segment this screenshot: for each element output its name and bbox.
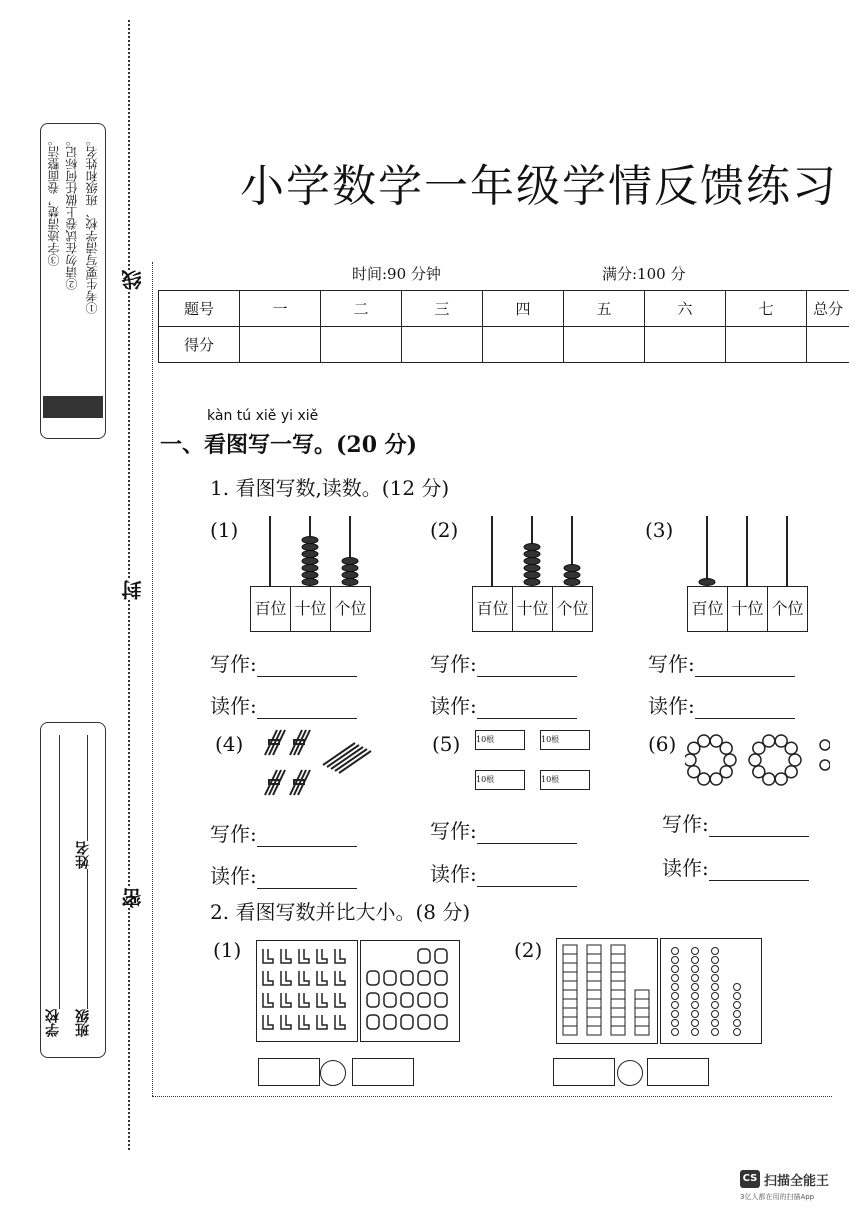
write-field-5: [430, 815, 577, 844]
abacus-bead: [524, 565, 540, 572]
bead-icon: [712, 1002, 719, 1009]
place-hundreds: 百位: [688, 587, 728, 631]
read-field-1: [210, 690, 357, 719]
place-tens: 十位: [291, 587, 331, 631]
bag-icon: [435, 971, 447, 985]
ring-bead: [749, 754, 761, 766]
read-field-5: [430, 858, 577, 887]
answer-line[interactable]: [477, 698, 577, 719]
score-table-score-row: [159, 327, 850, 363]
bead-icon: [692, 966, 699, 973]
read-field-2: [430, 690, 577, 719]
cube-icon: [611, 1026, 625, 1035]
write-field-2: [430, 648, 577, 677]
abacus-bead: [524, 572, 540, 579]
ring-bead: [820, 740, 830, 750]
abacus-bead: [342, 558, 358, 565]
cube-icon: [563, 954, 577, 963]
sock-icon: [299, 971, 309, 985]
answer-line[interactable]: [695, 656, 795, 677]
abacus-bead: [699, 579, 715, 586]
bead-icon: [672, 993, 679, 1000]
read-label: 读作:: [210, 694, 257, 718]
bead-icon: [672, 1002, 679, 1009]
score-table: [158, 290, 849, 363]
bead-icon: [712, 975, 719, 982]
sock-icon: [317, 971, 327, 985]
q2-title: 2. 看图写数并比大小。(8 分): [210, 900, 471, 924]
ten-stick-boxes: [475, 730, 595, 800]
cube-icon: [563, 1017, 577, 1026]
abacus-bead: [302, 558, 318, 565]
cube-icon: [587, 972, 601, 981]
beads-illustration: [661, 939, 761, 1043]
item-label-4: (4): [215, 732, 244, 756]
answer-line[interactable]: [709, 816, 809, 837]
abacus-rods: [687, 512, 809, 586]
bead-icon: [672, 1020, 679, 1027]
place-value-chart: [250, 586, 371, 632]
compare-right-box[interactable]: [352, 1058, 414, 1086]
scanner-brand: 扫描全能王: [764, 1174, 830, 1189]
bead-icon: [672, 966, 679, 973]
place-hundreds: 百位: [473, 587, 513, 631]
sock-icon: [281, 971, 291, 985]
score-header-cell: 六: [645, 291, 726, 327]
cube-icon: [563, 1008, 577, 1017]
bead-icon: [734, 1011, 741, 1018]
answer-line[interactable]: [257, 826, 357, 847]
abacus-bead: [342, 579, 358, 586]
bag-icon: [384, 993, 396, 1007]
q1-title: 1. 看图写数,读数。(12 分): [210, 476, 450, 500]
cube-icon: [587, 945, 601, 954]
score-header-cell: 二: [321, 291, 402, 327]
stick-box: [540, 730, 590, 750]
place-hundreds: 百位: [251, 587, 291, 631]
stick-box: [475, 770, 525, 790]
read-field-6: [662, 852, 809, 881]
bead-icon: [712, 984, 719, 991]
beads-picture-box: [660, 938, 762, 1044]
bead-icon: [672, 957, 679, 964]
item-label-2: (2): [430, 518, 459, 542]
box-label: 10根: [541, 735, 560, 744]
cube-icon: [587, 999, 601, 1008]
ring-bead: [685, 754, 696, 766]
score-header-cell: 题号: [159, 291, 240, 327]
socks-picture-box: [256, 940, 358, 1042]
socks-illustration: [257, 941, 357, 1041]
bead-icon: [712, 957, 719, 964]
cube-icon: [635, 990, 649, 999]
write-label: 写作:: [662, 812, 709, 836]
bead-icon: [712, 948, 719, 955]
ring-bead: [688, 766, 700, 778]
answer-line[interactable]: [257, 868, 357, 889]
score-header-cell: 五: [564, 291, 645, 327]
cube-icon: [635, 1008, 649, 1017]
sock-icon: [299, 1015, 309, 1029]
abacus-bead: [524, 579, 540, 586]
sock-icon: [335, 949, 345, 963]
ring-bead: [775, 773, 787, 785]
school-label: 学校: [45, 1009, 61, 1037]
sock-icon: [263, 971, 273, 985]
score-cell[interactable]: [240, 327, 321, 363]
score-header-cell: 七: [726, 291, 807, 327]
bag-icon: [367, 993, 379, 1007]
bag-icon: [435, 1015, 447, 1029]
bead-icon: [692, 984, 699, 991]
sock-icon: [263, 949, 273, 963]
bag-icon: [401, 993, 413, 1007]
compare-left-box[interactable]: [553, 1058, 615, 1086]
bead-icon: [734, 1029, 741, 1036]
read-label: 读作:: [430, 694, 477, 718]
score-cell[interactable]: [726, 327, 807, 363]
place-value-chart: [472, 586, 593, 632]
sock-icon: [263, 1015, 273, 1029]
cube-icon: [611, 972, 625, 981]
abacus-bead: [524, 551, 540, 558]
abacus-3: [645, 512, 815, 637]
abacus-bead: [564, 579, 580, 586]
answer-line[interactable]: [477, 656, 577, 677]
cube-icon: [611, 1017, 625, 1026]
sock-icon: [281, 993, 291, 1007]
bead-icon: [692, 1029, 699, 1036]
abacus-bead: [302, 572, 318, 579]
abacus-1: [210, 512, 380, 637]
bead-icon: [672, 1029, 679, 1036]
item-label-6: (6): [648, 732, 677, 756]
sock-icon: [281, 1015, 291, 1029]
abacus-rods-svg: [687, 512, 809, 586]
answer-line[interactable]: [477, 866, 577, 887]
bag-icon: [384, 1015, 396, 1029]
bags-picture-box: [360, 940, 460, 1042]
bead-icon: [712, 966, 719, 973]
abacus-bead: [302, 565, 318, 572]
barcode-block: [43, 396, 103, 418]
bag-icon: [435, 993, 447, 1007]
answer-line[interactable]: [695, 698, 795, 719]
write-label: 写作:: [210, 822, 257, 846]
score-table-header-row: [159, 291, 850, 327]
write-field-6: [662, 808, 809, 837]
bead-icon: [692, 1011, 699, 1018]
cube-icon: [635, 1026, 649, 1035]
bag-icon: [367, 971, 379, 985]
q2-item-label-2: (2): [514, 938, 543, 962]
side-notes-box: [40, 123, 106, 439]
cube-icon: [563, 981, 577, 990]
cube-icon: [563, 972, 577, 981]
sock-icon: [335, 993, 345, 1007]
exam-time: 时间:90 分钟: [352, 265, 441, 283]
cube-icon: [587, 1008, 601, 1017]
abacus-rods-svg: [472, 512, 594, 586]
sock-icon: [317, 993, 327, 1007]
bag-icon: [401, 1015, 413, 1029]
place-tens: 十位: [728, 587, 768, 631]
abacus-bead: [342, 565, 358, 572]
side-note-1: ①考生要写清学校、班级和姓名。: [85, 134, 99, 314]
score-cell[interactable]: [483, 327, 564, 363]
bag-icon: [401, 971, 413, 985]
bead-icon: [692, 957, 699, 964]
box-label: 10根: [476, 775, 495, 784]
read-label: 读作:: [210, 864, 257, 888]
side-note-3: ③字迹清楚，卷面整洁。: [47, 134, 61, 266]
place-ones: 个位: [771, 599, 804, 618]
bead-icon: [672, 948, 679, 955]
score-header-cell: 总分: [807, 291, 850, 327]
score-header-cell: 三: [402, 291, 483, 327]
compare-circle[interactable]: [320, 1060, 346, 1086]
ring-bead: [710, 773, 722, 785]
sock-icon: [299, 993, 309, 1007]
side-label-line: 线: [118, 270, 147, 290]
cube-icon: [611, 999, 625, 1008]
abacus-bead: [302, 537, 318, 544]
read-field-3: [648, 690, 795, 719]
abacus-bead: [564, 565, 580, 572]
score-row-label: 得分: [159, 327, 240, 363]
write-label: 写作:: [210, 652, 257, 676]
bags-illustration: [361, 941, 459, 1041]
stick-box: [475, 730, 525, 750]
answer-line[interactable]: [709, 860, 809, 881]
cube-icon: [611, 990, 625, 999]
cube-icon: [611, 945, 625, 954]
write-field-4: [210, 818, 357, 847]
score-cell[interactable]: [564, 327, 645, 363]
cube-icon: [587, 1017, 601, 1026]
item-label-1: (1): [210, 518, 239, 542]
abacus-bead: [302, 551, 318, 558]
compare-left-box[interactable]: [258, 1058, 320, 1086]
class-label: 班级: [75, 1009, 91, 1037]
abacus-rods: [250, 512, 372, 586]
bag-icon: [418, 1015, 430, 1029]
bead-icon: [672, 1011, 679, 1018]
ring-bead: [724, 754, 736, 766]
box-label: 10根: [541, 775, 560, 784]
cube-icon: [611, 1008, 625, 1017]
bag-icon: [418, 993, 430, 1007]
bead-icon: [672, 975, 679, 982]
write-label: 写作:: [430, 819, 477, 843]
sock-icon: [299, 949, 309, 963]
read-field-4: [210, 860, 357, 889]
read-label: 读作:: [662, 856, 709, 880]
ring-bead: [720, 742, 732, 754]
cube-icon: [635, 1017, 649, 1026]
ring-bead: [789, 754, 801, 766]
bead-icon: [734, 1020, 741, 1027]
sock-icon: [317, 949, 327, 963]
name-label: 姓名: [75, 841, 91, 869]
answer-line[interactable]: [477, 823, 577, 844]
score-cell[interactable]: [321, 327, 402, 363]
write-label: 写作:: [430, 652, 477, 676]
bead-icon: [712, 993, 719, 1000]
q2-item-label-1: (1): [213, 938, 242, 962]
bead-icon: [712, 1029, 719, 1036]
cube-icon: [587, 954, 601, 963]
cube-icon: [587, 1026, 601, 1035]
class-line: [87, 735, 88, 1025]
student-info-box: [40, 722, 106, 1058]
item-label-5: (5): [432, 732, 461, 756]
side-label-bind: 密: [118, 888, 147, 908]
bead-icon: [692, 1002, 699, 1009]
bead-icon: [692, 975, 699, 982]
abacus-bead: [302, 544, 318, 551]
answer-line[interactable]: [257, 698, 357, 719]
cube-icon: [611, 981, 625, 990]
bead-icon: [712, 1011, 719, 1018]
ring-bead: [763, 735, 775, 747]
sock-icon: [281, 949, 291, 963]
place-ones: 个位: [334, 599, 367, 618]
score-header-cell: 一: [240, 291, 321, 327]
ring-bead: [698, 735, 710, 747]
cube-icon: [587, 981, 601, 990]
answer-line[interactable]: [257, 656, 357, 677]
bag-icon: [367, 1015, 379, 1029]
sock-icon: [335, 1015, 345, 1029]
read-label: 读作:: [430, 862, 477, 886]
cube-icon: [563, 999, 577, 1008]
bead-icon: [692, 948, 699, 955]
score-cell[interactable]: [402, 327, 483, 363]
frame-dotted-left: [152, 262, 153, 1096]
scanner-logo: CS: [740, 1170, 760, 1188]
scanner-sub: 3亿人都在用的扫描App: [740, 1193, 815, 1201]
cube-icon: [563, 963, 577, 972]
ring-bead: [785, 742, 797, 754]
cube-icon: [563, 945, 577, 954]
item-label-3: (3): [645, 518, 674, 542]
abacus-bead: [342, 572, 358, 579]
stick-bundles-illustration: [255, 725, 375, 805]
bead-icon: [692, 993, 699, 1000]
place-ones: 个位: [556, 599, 589, 618]
score-cell[interactable]: [645, 327, 726, 363]
write-label: 写作:: [648, 652, 695, 676]
abacus-bead: [524, 558, 540, 565]
stick-box: [540, 770, 590, 790]
sock-icon: [263, 993, 273, 1007]
cube-icon: [563, 990, 577, 999]
full-score: 满分:100 分: [602, 265, 686, 283]
section1-pinyin: kàn tú xiě yi xiě: [207, 408, 319, 424]
section1-title: 一、看图写一写。(20 分): [160, 432, 418, 458]
score-cell[interactable]: [807, 327, 850, 363]
abacus-bead: [302, 579, 318, 586]
bead-icon: [672, 984, 679, 991]
abacus-rods: [472, 512, 594, 586]
cube-icon: [587, 990, 601, 999]
side-label-seal: 封: [118, 580, 147, 600]
side-note-2: ②请勿在试卷上做任何标记。: [65, 134, 79, 290]
score-header-cell: 四: [483, 291, 564, 327]
cube-icon: [563, 1026, 577, 1035]
sock-icon: [335, 971, 345, 985]
cubes-picture-box: [556, 938, 658, 1044]
abacus-rods-svg: [250, 512, 372, 586]
bead-icon: [712, 1020, 719, 1027]
compare-circle[interactable]: [617, 1060, 643, 1086]
cubes-illustration: [557, 939, 657, 1043]
abacus-2: [430, 512, 600, 637]
abacus-bead: [524, 544, 540, 551]
cube-icon: [611, 954, 625, 963]
bag-icon: [418, 971, 430, 985]
scanner-watermark: [740, 1170, 850, 1206]
bag-icon: [384, 971, 396, 985]
ring-bead: [820, 760, 830, 770]
cube-icon: [587, 963, 601, 972]
read-label: 读作:: [648, 694, 695, 718]
bag-icon: [435, 949, 447, 963]
bead-icon: [692, 1020, 699, 1027]
bead-icon: [734, 984, 741, 991]
bead-icon: [734, 993, 741, 1000]
frame-dotted-bottom: [152, 1096, 832, 1097]
school-line: [59, 735, 60, 1025]
ring-bead: [753, 766, 765, 778]
box-label: 10根: [476, 735, 495, 744]
place-tens: 十位: [513, 587, 553, 631]
write-field-3: [648, 648, 795, 677]
cube-icon: [635, 999, 649, 1008]
bag-icon: [418, 949, 430, 963]
compare-right-box[interactable]: [647, 1058, 709, 1086]
cube-icon: [611, 963, 625, 972]
page-title: 小学数学一年级学情反馈练习: [240, 161, 838, 212]
sock-icon: [317, 1015, 327, 1029]
bead-icon: [734, 1002, 741, 1009]
write-field-1: [210, 648, 357, 677]
place-value-chart: [687, 586, 808, 632]
bead-rings-illustration: [685, 725, 830, 795]
abacus-bead: [564, 572, 580, 579]
